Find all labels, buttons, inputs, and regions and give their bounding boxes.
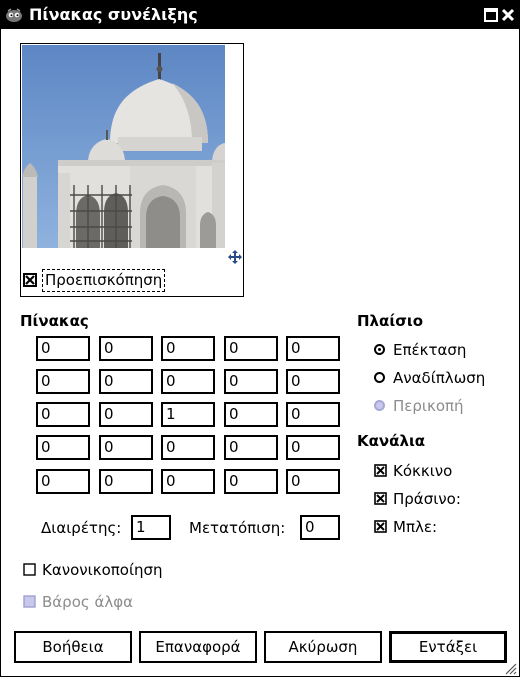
matrix-cell[interactable]: 0 [286,402,340,427]
matrix-cell[interactable]: 0 [161,435,215,460]
matrix-cell[interactable]: 0 [286,369,340,394]
extend-label[interactable]: Επέκταση [393,341,467,359]
cancel-button[interactable]: Ακύρωση [264,631,382,663]
wrap-radio[interactable] [374,372,385,383]
window-title: Πίνακας συνέλιξης [29,5,198,24]
matrix-cell[interactable]: 0 [36,336,90,361]
alpha-weight-checkbox [23,595,36,608]
title-bar[interactable] [1,1,519,29]
matrix-cell[interactable]: 0 [286,336,340,361]
offset-label: Μετατόπιση: [189,519,286,537]
matrix-cell[interactable]: 0 [286,469,340,494]
divisor-label: Διαιρέτης: [41,519,122,537]
matrix-cell[interactable]: 0 [224,435,278,460]
crop-label: Περικοπή [393,397,464,415]
matrix-cell[interactable]: 0 [36,369,90,394]
matrix-cell[interactable]: 0 [224,402,278,427]
matrix-cell[interactable]: 0 [224,336,278,361]
matrix-cell[interactable]: 0 [224,369,278,394]
navigate-icon[interactable] [227,249,243,265]
reset-button[interactable]: Επαναφορά [139,631,257,663]
green-channel-label[interactable]: Πράσινο: [393,490,461,508]
wrap-label[interactable]: Αναδίπλωση [393,369,486,387]
close-icon[interactable] [500,7,516,23]
matrix-cell[interactable]: 0 [224,469,278,494]
matrix-cell[interactable]: 0 [36,469,90,494]
matrix-cell[interactable]: 0 [161,469,215,494]
blue-channel-label[interactable]: Μπλε: [393,518,438,536]
ok-button[interactable]: Εντάξει [389,631,507,663]
matrix-cell-center[interactable]: 1 [161,402,215,427]
gimp-app-icon [5,6,23,24]
preview-image[interactable] [22,45,225,248]
crop-radio [374,400,385,411]
blue-channel-checkbox[interactable] [374,520,387,533]
matrix-cell[interactable]: 0 [99,369,153,394]
preview-checkbox[interactable] [23,273,37,287]
matrix-cell[interactable]: 0 [161,336,215,361]
extend-radio[interactable] [374,344,385,355]
alpha-weight-label: Βάρος άλφα [42,593,133,611]
matrix-title: Πίνακας [20,312,89,330]
channels-title: Κανάλια [357,432,426,450]
matrix-cell[interactable]: 0 [286,435,340,460]
help-button[interactable]: Βοήθεια [14,631,132,663]
matrix-cell[interactable]: 0 [36,435,90,460]
matrix-cell[interactable]: 0 [99,402,153,427]
divisor-input[interactable]: 1 [131,515,171,540]
border-title: Πλαίσιο [357,312,424,330]
maximize-icon[interactable] [483,7,499,23]
preview-area [20,43,244,297]
matrix-cell[interactable]: 0 [99,336,153,361]
red-channel-checkbox[interactable] [374,464,387,477]
red-channel-label[interactable]: Κόκκινο [393,462,453,480]
matrix-cell[interactable]: 0 [99,469,153,494]
normalize-label[interactable]: Κανονικοποίηση [42,561,163,579]
matrix-cell[interactable]: 0 [99,435,153,460]
resize-grip-icon[interactable] [505,663,517,675]
offset-input[interactable]: 0 [300,515,340,540]
matrix-cell[interactable]: 0 [161,369,215,394]
matrix-cell[interactable]: 0 [36,402,90,427]
green-channel-checkbox[interactable] [374,492,387,505]
preview-label[interactable]: Προεπισκόπηση [42,269,165,292]
normalize-checkbox[interactable] [23,563,36,576]
